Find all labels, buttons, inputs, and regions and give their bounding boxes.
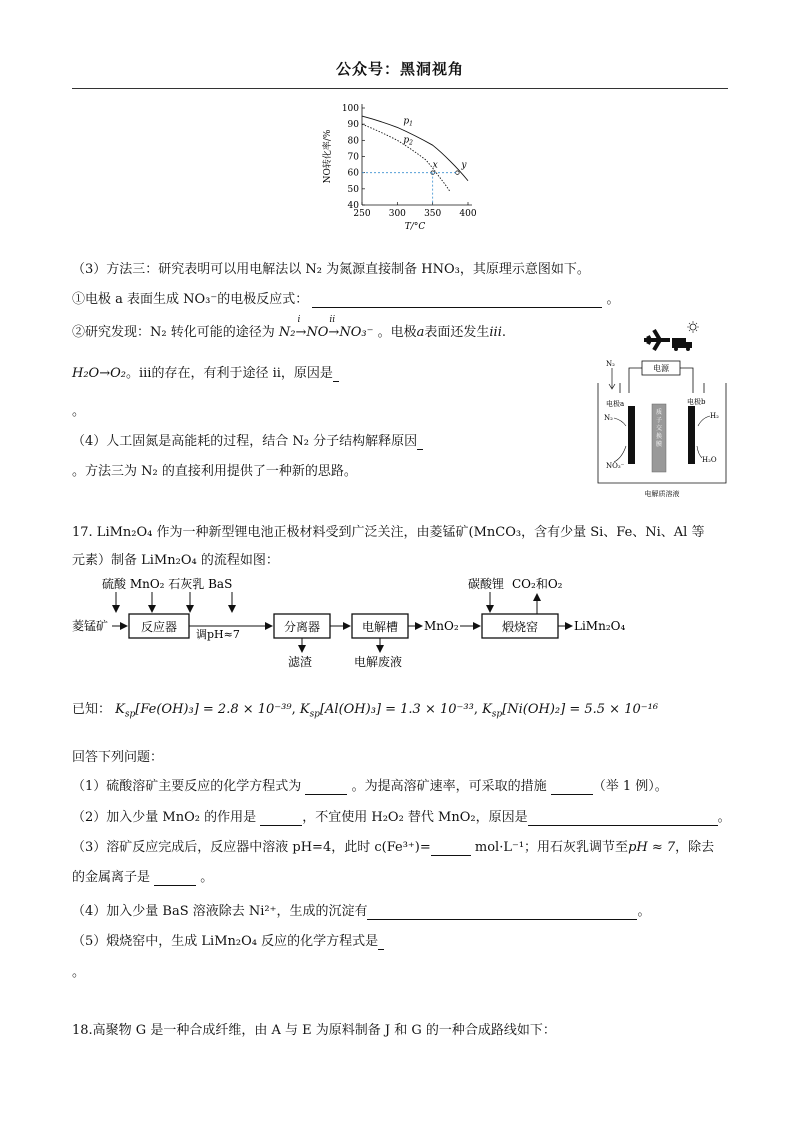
answer-blank[interactable]: [378, 934, 384, 950]
y-tick-label: 50: [347, 184, 359, 195]
svg-text:电极b: 电极b: [687, 398, 706, 406]
answer-blank[interactable]: [154, 870, 196, 886]
y-tick-label: 40: [347, 201, 359, 211]
answer-blank[interactable]: [333, 366, 339, 382]
series-label-p1: $p_1$: [403, 116, 413, 128]
y-tick-label: 70: [347, 152, 359, 163]
li2co3-label: 碳酸锂: [468, 577, 505, 591]
residue-label: 滤渣: [288, 655, 313, 669]
electrolysis-cell-diagram: [592, 318, 732, 500]
electrolytic-cell-box: 电解槽: [361, 620, 399, 634]
path-label-ii: ii: [329, 315, 336, 325]
q16-m3-q2-text: ②研究发现：N₂ 转化可能的途径为: [72, 325, 275, 340]
q16-q4-line2: 。方法三为 N₂ 的直接利用提供了一种新的思路。: [72, 464, 357, 479]
y-tick-label: 60: [347, 168, 359, 179]
answer-blank[interactable]: [260, 810, 302, 826]
answer-blank[interactable]: [312, 292, 602, 308]
x-tick-label: 400: [459, 209, 477, 219]
x-tick-label: 350: [424, 209, 442, 219]
q17-part5: （5）煅烧窑中，生成 LiMn₂O₄ 反应的化学方程式是: [72, 930, 384, 950]
n2-path: N₂→ i NO→ ii NO₃⁻: [278, 315, 374, 340]
q17-answer-intro: 回答下列问题：: [72, 750, 164, 765]
answer-blank[interactable]: [417, 434, 423, 450]
q17-known: 已知： $K_{sp}[Fe(OH)_3] = 2.8 \times 10^{-39}$, $K_{sp}[Al(OH)_3] = 1.3 \times 10^{-33}$, $K_{sp}[Ni(OH)_2] = 5.5 \times 10^{-16}$: [72, 702, 659, 720]
reactor-box: 反应器: [140, 620, 178, 634]
electrolyte-label: 电解质溶液: [644, 490, 680, 498]
q16-m3-q1: ①电极 a 表面生成 NO₃⁻的电极反应式： 。: [72, 292, 620, 307]
q17-part1: （1）硫酸溶矿主要反应的化学方程式为 。为提高溶矿速率，可采取的措施 （举 1 例）。: [72, 779, 668, 794]
q17-part4: （4）加入少量 BaS 溶液除去 Ni²⁺，生成的沉淀有 。: [72, 904, 651, 919]
answer-blank[interactable]: [528, 810, 718, 826]
page-header-title: 公众号：黑洞视角: [335, 60, 464, 78]
svg-text:N₂: N₂: [604, 414, 613, 422]
q17-intro-line1: 17. LiMn₂O₄ 作为一种新型锂电池正极材料受到广泛关注，由菱锰矿(MnCO₃，含有少量 Si、Fe、Ni、Al 等: [72, 525, 705, 540]
q16-q4-line1: （4）人工固氮是高能耗的过程，结合 N₂ 分子结构解释原因: [72, 430, 423, 450]
separator-box: 分离器: [283, 620, 321, 634]
q17-part3-cont: 的金属离子是 。: [72, 870, 214, 885]
product-label: LiMn₂O₄: [574, 619, 626, 633]
sun-icon: [687, 321, 699, 333]
svg-text:NO₃⁻: NO₃⁻: [606, 462, 625, 470]
marker-y: [456, 171, 460, 175]
power-label: 电源: [653, 364, 669, 373]
waste-label: 电解废液: [354, 655, 403, 669]
ksp-al: $K_{sp}[Al(OH)_3] = 1.3 \times 10^{-33}$: [299, 702, 474, 720]
ph-label: 调pH≈7: [196, 628, 240, 641]
kiln-box: 煅烧窑: [501, 620, 539, 634]
svg-text:电极a: 电极a: [606, 400, 625, 408]
y-tick-label: 100: [341, 104, 359, 114]
q18-intro: 18.高聚物 G 是一种合成纤维，由 A 与 E 为原料制备 J 和 G 的一种合成路线如下：: [72, 1023, 556, 1038]
q17-part5-end: 。: [72, 965, 86, 980]
svg-text:N₂: N₂: [606, 360, 615, 368]
answer-blank[interactable]: [551, 779, 593, 795]
reagents-label: 硫酸 MnO₂ 石灰乳 BaS: [102, 577, 233, 591]
x-tick-label: 300: [388, 209, 406, 219]
truck-icon: [672, 338, 692, 351]
x-tick-label: 250: [353, 209, 371, 219]
q16-m3-q3-end: 。: [72, 404, 86, 419]
q17-part2: （2）加入少量 MnO₂ 的作用是 ，不宜使用 H₂O₂ 替代 MnO₂，原因是 。: [72, 810, 731, 825]
path-label-i: i: [297, 315, 301, 325]
answer-blank[interactable]: [305, 779, 347, 795]
q16-m3-q1-text: ①电极 a 表面生成 NO₃⁻的电极反应式：: [72, 292, 309, 307]
y-axis-label: NO转化率/%: [323, 129, 333, 184]
series-label-p2: $p_2$: [403, 135, 413, 147]
membrane-label: 质子交换膜: [655, 409, 663, 448]
answer-blank[interactable]: [367, 904, 637, 920]
q16-m3-q2: ②研究发现：N₂ 转化可能的途径为 N₂→ i NO→ ii NO₃⁻ 。电极a表面还发生iii.: [72, 315, 506, 340]
y-tick-label: 80: [347, 136, 359, 147]
q17-intro-line2: 元素）制备 LiMn₂O₄ 的流程如图：: [72, 553, 279, 568]
answer-blank[interactable]: [431, 840, 471, 856]
series-line-p1: [362, 116, 468, 181]
q17-flowchart: [72, 572, 732, 672]
marker-label-x: x: [432, 160, 438, 171]
svg-text:H₂: H₂: [710, 412, 719, 420]
marker-label-y: y: [461, 160, 467, 171]
x-axis-label: T/°C: [404, 222, 426, 232]
feed-label: 菱锰矿: [72, 619, 109, 633]
plane-icon: [644, 330, 670, 350]
no-conversion-chart: [320, 100, 480, 245]
q16-method3-intro: （3）方法三：研究表明可以用电解法以 N₂ 为氮源直接制备 HNO₃，其原理示意图如下。: [72, 262, 590, 277]
svg-text:H₂O: H₂O: [702, 456, 717, 464]
gases-label: CO₂和O₂: [512, 577, 563, 591]
header-rule: [72, 88, 728, 89]
y-tick-label: 90: [347, 120, 359, 131]
mno2-label: MnO₂: [424, 619, 459, 633]
ksp-fe: $K_{sp}[Fe(OH)_3] = 2.8 \times 10^{-39}$: [115, 702, 292, 720]
ksp-ni: $K_{sp}[Ni(OH)_2] = 5.5 \times 10^{-16}$: [482, 702, 659, 720]
q16-m3-q3: H₂O→O₂。iii的存在，有利于途径 ii，原因是: [72, 362, 339, 382]
q17-part3: （3）溶矿反应完成后，反应器中溶液 pH=4，此时 c(Fe³⁺)= mol·L⁻¹；用石灰乳调节至pH ≈ 7，除去: [72, 840, 715, 855]
